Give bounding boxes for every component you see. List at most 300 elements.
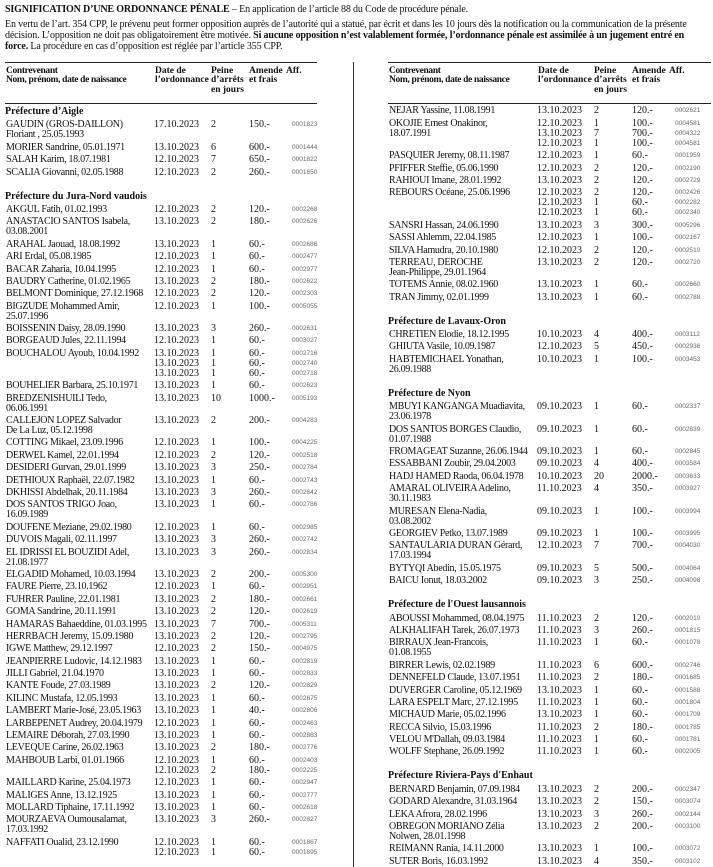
table-row — [5, 691, 345, 703]
table-row — [5, 299, 345, 321]
case-number: 0002936 — [675, 343, 701, 351]
fine-amount: 250.- — [249, 462, 270, 474]
table-row — [5, 461, 345, 473]
order-entry — [537, 810, 707, 820]
table-row — [388, 574, 711, 586]
fine-amount: 60.- — [249, 380, 265, 392]
fine-amount: 450.- — [632, 341, 653, 353]
order-date: 13.10.2023 — [537, 709, 582, 721]
detention-days: 1 — [594, 746, 599, 758]
detention-days: 5 — [594, 562, 599, 574]
detention-days: 2 — [594, 796, 599, 808]
section-title: Préfecture Riviera-Pays d'Enhaut — [388, 770, 533, 782]
order-entry — [154, 523, 324, 533]
fine-amount: 60.- — [249, 777, 265, 789]
header-aff: Aff. — [669, 66, 685, 76]
case-number: 0002947 — [292, 779, 318, 787]
detention-days: 1 — [594, 446, 599, 458]
order-entry — [154, 416, 324, 426]
offender-name: ELGADID Mohamed, 10.03.1994 — [6, 568, 136, 580]
table-row — [388, 539, 711, 561]
order-date: 12.10.2023 — [154, 263, 199, 275]
fine-amount: 60.- — [632, 207, 648, 219]
order-entry — [537, 541, 707, 551]
case-number: 0002743 — [292, 476, 318, 484]
case-number: 0002622 — [292, 277, 318, 285]
case-number: 0002827 — [292, 816, 318, 824]
order-date: 13.10.2023 — [537, 279, 582, 291]
order-date: 13.10.2023 — [154, 347, 199, 359]
offender-name: HERRBACH Jeremy, 15.09.1980 — [6, 630, 134, 642]
row-entries — [537, 151, 707, 161]
row-entries — [154, 416, 324, 426]
case-number: 0001804 — [675, 698, 701, 706]
fine-amount: 2000.- — [632, 470, 658, 482]
table-row — [388, 624, 711, 636]
detention-days: 3 — [211, 814, 216, 826]
fine-amount: 60.- — [249, 730, 265, 742]
row-entries — [537, 188, 707, 218]
row-entries — [154, 694, 324, 704]
case-number: 0003584 — [675, 460, 701, 468]
row-entries — [154, 349, 324, 379]
fine-amount: 60.- — [632, 684, 648, 696]
order-entry — [154, 595, 324, 605]
table-row — [5, 346, 345, 378]
table-row — [5, 835, 345, 857]
order-date: 11.10.2023 — [537, 612, 582, 624]
row-entries — [154, 265, 324, 275]
section-title: Préfecture du Jura-Nord vaudois — [5, 190, 147, 202]
order-entry — [154, 463, 324, 473]
order-date: 12.10.2023 — [154, 754, 199, 766]
case-number: 0005296 — [675, 221, 701, 229]
fine-amount: 150.- — [632, 796, 653, 808]
row-entries — [154, 620, 324, 630]
offender-name: OKOJIE Ernest Onakinor, 18.07.1991 — [389, 117, 488, 139]
fine-amount: 700.- — [249, 618, 270, 630]
order-entry — [154, 277, 324, 287]
detention-days: 1 — [594, 843, 599, 855]
table-row — [388, 149, 711, 161]
detention-days: 1 — [211, 777, 216, 789]
notice-line-2 — [5, 30, 711, 41]
row-entries — [537, 119, 707, 149]
table-row — [388, 720, 711, 732]
detention-days: 1 — [594, 291, 599, 303]
order-entry — [537, 529, 707, 539]
table-row — [5, 753, 345, 775]
fine-amount: 120.- — [249, 288, 270, 300]
order-date: 13.10.2023 — [154, 534, 199, 546]
fine-amount: 60.- — [249, 655, 265, 667]
fine-amount: 60.- — [249, 367, 265, 379]
fine-amount: 260.- — [249, 486, 270, 498]
order-entry — [154, 205, 324, 215]
header-days: Peine d’arrêts en jours — [594, 66, 627, 95]
offender-name: REIMANN Rania, 14.11.2000 — [389, 843, 504, 855]
offender-name: FAURE Pierre, 23.10.1962 — [6, 581, 108, 593]
order-date: 13.10.2023 — [154, 216, 199, 228]
order-date: 17.10.2023 — [154, 119, 199, 131]
fine-amount: 1000.- — [249, 392, 275, 404]
detention-days: 1 — [594, 279, 599, 291]
table-row — [5, 215, 345, 237]
order-entry — [537, 661, 707, 671]
header-aff: Aff. — [286, 66, 302, 76]
order-entry — [154, 302, 324, 312]
fine-amount: 180.- — [249, 275, 270, 287]
offender-name: MAILLARD Karine, 25.04.1973 — [6, 777, 131, 789]
order-date: 12.10.2023 — [537, 197, 582, 209]
case-number: 0001823 — [292, 121, 318, 129]
notice-title — [5, 4, 711, 15]
table-row — [388, 290, 711, 302]
order-entry — [154, 548, 324, 558]
fine-amount: 60.- — [249, 238, 265, 250]
detention-days: 6 — [594, 659, 599, 671]
row-entries — [537, 686, 707, 696]
order-entry — [154, 848, 324, 858]
case-number: 0002631 — [292, 325, 318, 333]
detention-days: 2 — [594, 244, 599, 256]
row-entries — [154, 205, 324, 215]
table-row — [5, 580, 345, 592]
row-entries — [154, 500, 324, 510]
offender-name: BERNARD Benjamin, 07.09.1984 — [389, 783, 520, 795]
line3-bold: force. — [5, 41, 29, 52]
order-date: 11.10.2023 — [537, 734, 582, 746]
fine-amount: 100.- — [249, 300, 270, 312]
fine-amount: 120.- — [249, 203, 270, 215]
detention-days: 2 — [211, 643, 216, 655]
fine-amount: 260.- — [249, 534, 270, 546]
row-entries — [537, 355, 707, 365]
detention-days: 2 — [594, 612, 599, 624]
order-date: 11.10.2023 — [537, 624, 582, 636]
detention-days: 1 — [594, 423, 599, 435]
order-entry — [154, 657, 324, 667]
order-entry — [154, 381, 324, 391]
order-date: 12.10.2023 — [537, 207, 582, 219]
order-date: 13.10.2023 — [154, 275, 199, 287]
row-entries — [537, 797, 707, 807]
order-entry — [154, 451, 324, 461]
order-entry — [537, 233, 707, 243]
detention-days: 2 — [211, 568, 216, 580]
table-row — [388, 683, 711, 695]
offender-name: IGWE Matthew, 29.12.1997 — [6, 643, 113, 655]
fine-amount: 60.- — [249, 692, 265, 704]
table-row — [388, 611, 711, 623]
case-number: 0002225 — [292, 766, 318, 774]
header-date: Date de l’ordonnance — [155, 66, 209, 86]
offender-name: SANSRI Hassan, 24.06.1990 — [389, 219, 499, 231]
fine-amount: 120.- — [632, 612, 653, 624]
detention-days: 2 — [211, 415, 216, 427]
table-row — [388, 795, 711, 807]
fine-amount: 60.- — [249, 251, 265, 263]
prefecture-section — [5, 106, 345, 178]
row-entries — [154, 743, 324, 753]
detention-days: 1 — [211, 801, 216, 813]
row-entries — [154, 669, 324, 679]
case-number: 0002167 — [675, 234, 701, 242]
fine-amount: 100.- — [632, 137, 653, 149]
order-date: 11.10.2023 — [537, 746, 582, 758]
table-row — [5, 118, 345, 140]
detention-days: 6 — [211, 141, 216, 153]
order-entry — [537, 246, 707, 256]
order-entry — [154, 681, 324, 691]
row-entries — [154, 451, 324, 461]
order-date: 13.10.2023 — [154, 814, 199, 826]
fine-amount: 120.- — [632, 256, 653, 268]
row-entries — [154, 394, 324, 404]
row-entries — [537, 402, 707, 412]
order-date: 12.10.2023 — [154, 836, 199, 848]
offender-name: NAFFATI Oualid, 23.12.1990 — [6, 836, 119, 848]
offender-name: MBUYI KANGANGA Muadiavita, 23.06.1978 — [389, 401, 525, 423]
case-number: 0001815 — [675, 626, 701, 634]
row-entries — [154, 791, 324, 801]
order-entry — [154, 570, 324, 580]
table-row — [388, 218, 711, 230]
case-number: 0003453 — [675, 355, 701, 363]
row-entries — [537, 221, 707, 231]
case-number: 0002010 — [675, 614, 701, 622]
detention-days: 2 — [211, 606, 216, 618]
fine-amount: 700.- — [632, 127, 653, 139]
row-entries — [537, 425, 707, 435]
table-row — [388, 340, 711, 352]
order-entry — [154, 289, 324, 299]
order-date: 13.10.2023 — [154, 367, 199, 379]
fine-amount: 150.- — [249, 119, 270, 131]
detention-days: 1 — [211, 705, 216, 717]
title-rest: – En application de l’article 88 du Code de procédure pénale. — [229, 4, 468, 15]
fine-amount: 60.- — [249, 717, 265, 729]
table-row — [5, 140, 345, 152]
row-entries — [154, 778, 324, 788]
table-row — [5, 379, 345, 391]
case-number: 0001709 — [675, 711, 701, 719]
order-entry — [154, 217, 324, 227]
order-entry — [154, 155, 324, 165]
case-number: 0002720 — [675, 258, 701, 266]
order-date: 13.10.2023 — [154, 323, 199, 335]
case-number: 0003072 — [675, 845, 701, 853]
detention-days: 20 — [594, 470, 604, 482]
fine-amount: 60.- — [632, 709, 648, 721]
order-date: 13.10.2023 — [537, 783, 582, 795]
offender-name: DOUFENE Meziane, 29.02.1980 — [6, 521, 132, 533]
row-entries — [154, 324, 324, 334]
offender-name: TRAN Jimmy, 02.01.1999 — [389, 291, 489, 303]
order-date: 13.10.2023 — [154, 680, 199, 692]
row-entries — [154, 217, 324, 227]
case-number: 0002829 — [292, 682, 318, 690]
case-number: 0001785 — [675, 723, 701, 731]
order-entry — [537, 280, 707, 290]
row-entries — [154, 289, 324, 299]
fine-amount: 120.- — [632, 174, 653, 186]
order-entry — [537, 723, 707, 733]
case-number: 0001822 — [292, 156, 318, 164]
table-row — [5, 630, 345, 642]
prefecture-section — [388, 316, 711, 375]
order-entry — [537, 735, 707, 745]
detention-days: 3 — [211, 546, 216, 558]
table-row — [388, 445, 711, 457]
offender-name: RECCA Silvio, 15.03.1996 — [389, 721, 491, 733]
case-number: 0002742 — [292, 536, 318, 544]
table-row — [388, 504, 711, 526]
order-date: 12.10.2023 — [537, 244, 582, 256]
order-entry — [154, 669, 324, 679]
row-entries — [537, 723, 707, 733]
case-number: 0002621 — [675, 107, 701, 115]
table-row — [388, 820, 711, 842]
order-date: 12.10.2023 — [154, 437, 199, 449]
order-date: 10.10.2023 — [537, 353, 582, 365]
detention-days: 1 — [594, 401, 599, 413]
order-date: 13.10.2023 — [154, 705, 199, 717]
section-title: Préfecture de Lavaux-Oron — [388, 315, 506, 327]
header-name: Contrevenant Nom, prénom, date de naissance — [389, 66, 510, 86]
order-date: 11.10.2023 — [537, 483, 582, 495]
detention-days: 1 — [211, 499, 216, 511]
case-number: 0004064 — [675, 564, 701, 572]
row-entries — [537, 164, 707, 174]
case-number: 0002518 — [292, 451, 318, 459]
order-entry — [154, 632, 324, 642]
order-entry — [154, 476, 324, 486]
table-row — [5, 486, 345, 498]
table-row — [5, 642, 345, 654]
detention-days: 1 — [211, 437, 216, 449]
case-number: 0002619 — [292, 608, 318, 616]
order-entry — [154, 143, 324, 153]
detention-days: 3 — [594, 808, 599, 820]
table-row — [388, 708, 711, 720]
order-entry — [154, 620, 324, 630]
table-row — [5, 568, 345, 580]
case-number: 0002788 — [675, 293, 701, 301]
order-entry — [537, 710, 707, 720]
order-entry — [537, 221, 707, 231]
fine-amount: 180.- — [249, 593, 270, 605]
fine-amount: 200.- — [249, 568, 270, 580]
row-entries — [537, 822, 707, 832]
fine-amount: 600.- — [249, 141, 270, 153]
detention-days: 1 — [594, 637, 599, 649]
row-entries — [154, 535, 324, 545]
fine-amount: 200.- — [249, 415, 270, 427]
offender-name: LAMBERT Marie-José, 23.05.1963 — [6, 705, 141, 717]
order-date: 13.10.2023 — [537, 843, 582, 855]
order-date: 13.10.2023 — [537, 684, 582, 696]
case-number: 0002686 — [292, 240, 318, 248]
order-entry — [537, 638, 707, 648]
notice-line-1: En vertu de l’art. 354 CPP, le prévenu peut former opposition auprès de l’autorité qui a statué, par écrit et dans les 10 jours dès la notification ou la communication de la présente — [5, 19, 687, 30]
fine-amount: 400.- — [632, 458, 653, 470]
header-days: Peine d’arrêts en jours — [211, 66, 244, 95]
case-number: 0004030 — [675, 542, 701, 550]
case-number: 0001078 — [675, 639, 701, 647]
case-number: 0002675 — [292, 694, 318, 702]
order-entry — [154, 766, 324, 776]
order-entry — [537, 857, 707, 867]
offender-name: HABTEMICHAEL Yonathan, 26.09.1988 — [389, 353, 504, 375]
order-date: 12.10.2023 — [537, 162, 582, 174]
detention-days: 7 — [211, 154, 216, 166]
row-entries — [154, 438, 324, 448]
row-entries — [537, 673, 707, 683]
table-row — [5, 237, 345, 249]
offender-name: JILLI Gabriel, 21.04.1970 — [6, 668, 104, 680]
order-date: 13.10.2023 — [537, 105, 582, 117]
table-row — [388, 527, 711, 539]
detention-days: 2 — [211, 764, 216, 776]
order-date: 13.10.2023 — [154, 801, 199, 813]
offender-name: BIGZUDE Mohammed Amir, 25.07.1996 — [6, 300, 120, 322]
detention-days: 3 — [211, 534, 216, 546]
order-date: 12.10.2023 — [154, 154, 199, 166]
order-date: 12.10.2023 — [537, 150, 582, 162]
fine-amount: 120.- — [249, 606, 270, 618]
offender-name: BIRRER Lewis, 02.02.1989 — [389, 659, 495, 671]
offender-name: SUTER Boris, 16.03.1992 — [389, 855, 488, 867]
row-entries — [154, 644, 324, 654]
offender-name: EL IDRISSI EL BOUZIDI Adel, 21.08.1977 — [6, 546, 130, 568]
fine-amount: 400.- — [632, 329, 653, 341]
offender-name: MOURZAEVA Oumousalamat, 17.03.1992 — [6, 814, 127, 836]
offender-name: GEORGIEV Petko, 13.07.1989 — [389, 527, 508, 539]
detention-days: 3 — [594, 219, 599, 231]
row-entries — [154, 252, 324, 262]
row-entries — [154, 607, 324, 617]
table-row — [388, 457, 711, 469]
offender-name: BACAR Zaharia, 10.04.1995 — [6, 263, 116, 275]
order-date: 09.10.2023 — [537, 575, 582, 587]
fine-amount: 100.- — [249, 437, 270, 449]
table-row — [5, 716, 345, 728]
order-date: 12.10.2023 — [537, 232, 582, 244]
fine-amount: 60.- — [249, 581, 265, 593]
row-entries — [537, 614, 707, 624]
case-number: 0003633 — [675, 472, 701, 480]
fine-amount: 60.- — [249, 846, 265, 858]
detention-days: 7 — [211, 618, 216, 630]
row-entries — [154, 756, 324, 776]
fine-amount: 600.- — [632, 659, 653, 671]
offender-name: ALKHALIFAH Tarek, 26.07.1973 — [389, 624, 520, 636]
fine-amount: 100.- — [632, 843, 653, 855]
offender-name: OBREGON MORIANO Zélia Nolwen, 28.01.1998 — [389, 821, 505, 843]
fine-amount: 180.- — [249, 742, 270, 754]
order-date: 13.10.2023 — [154, 742, 199, 754]
detention-days: 5 — [594, 341, 599, 353]
detention-days: 2 — [594, 721, 599, 733]
order-entry — [154, 500, 324, 510]
case-number: 0001650 — [292, 168, 318, 176]
order-entry — [537, 673, 707, 683]
order-date: 13.10.2023 — [154, 238, 199, 250]
detention-days: 1 — [211, 692, 216, 704]
row-entries — [154, 277, 324, 287]
case-number: 0002510 — [675, 246, 701, 254]
